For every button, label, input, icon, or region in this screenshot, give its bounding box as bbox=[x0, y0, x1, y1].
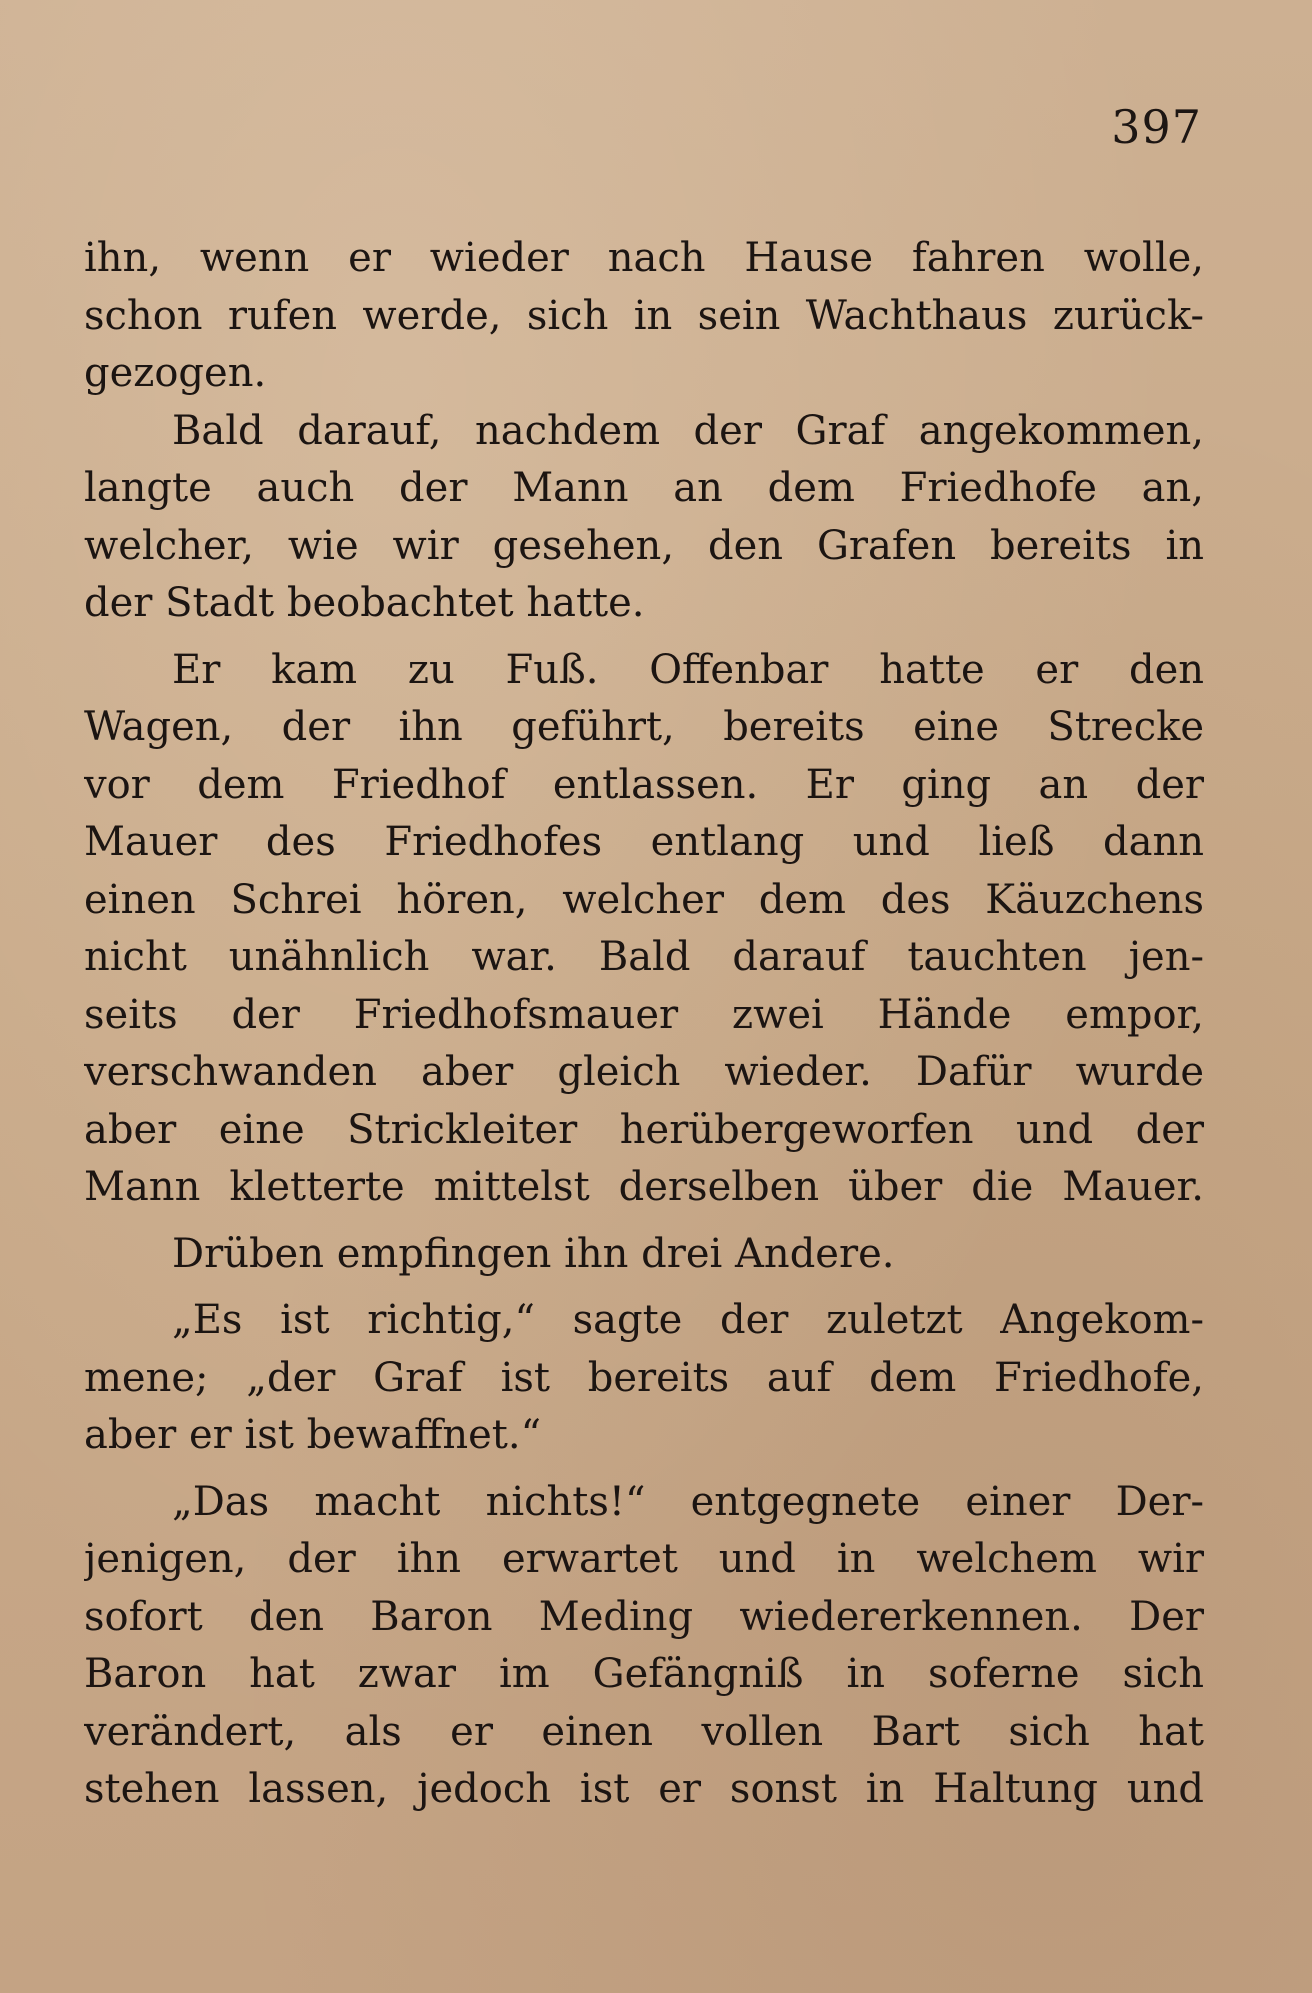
text-line: aber er ist bewaffnet.“ bbox=[84, 1412, 542, 1458]
text-line: gezogen. bbox=[84, 350, 267, 396]
text-line: schon rufen werde, sich in sein Wachthaus zurück- bbox=[84, 292, 1204, 339]
text-line: Wagen, der ihn geführt, bereits eine Strecke bbox=[84, 704, 1204, 750]
text-line: sofort den Baron Meding wiedererkennen. Der bbox=[84, 1593, 1204, 1640]
text-line: „Das macht nichts!“ entgegnete einer Der- bbox=[172, 1478, 1204, 1525]
text-line: „Es ist richtig,“ sagte der zuletzt Angekom- bbox=[172, 1297, 1204, 1343]
text-line: einen Schrei hören, welcher dem des Käuzchens bbox=[84, 876, 1204, 923]
body-text bbox=[84, 230, 1204, 1819]
text-line: Baron hat zwar im Gefängniß in soferne sich bbox=[84, 1651, 1204, 1697]
text-line: Bald darauf, nachdem der Graf angekommen, bbox=[172, 407, 1204, 454]
text-line: jenigen, der ihn erwartet und in welchem wir bbox=[84, 1536, 1204, 1582]
text-line: vor dem Friedhof entlassen. Er ging an der bbox=[84, 761, 1204, 808]
text-line: ihn, wenn er wieder nach Hause fahren wolle, bbox=[84, 235, 1204, 281]
text-line: welcher, wie wir gesehen, den Grafen bereits in bbox=[84, 522, 1204, 569]
text-line: langte auch der Mann an dem Friedhofe an, bbox=[84, 465, 1204, 511]
text-line: aber eine Strickleiter herübergeworfen und der bbox=[84, 1106, 1204, 1153]
text-line: der Stadt beobachtet hatte. bbox=[84, 580, 645, 626]
text-line: Drüben empfingen ihn drei Andere. bbox=[172, 1230, 895, 1277]
text-line: seits der Friedhofsmauer zwei Hände empor, bbox=[84, 991, 1204, 1038]
text-line: nicht unähnlich war. Bald darauf tauchten jen- bbox=[84, 934, 1204, 980]
text-line: Mauer des Friedhofes entlang und ließ dann bbox=[84, 819, 1204, 865]
page-number: 397 bbox=[1111, 100, 1202, 154]
text-line: mene; „der Graf ist bereits auf dem Friedhofe, bbox=[84, 1354, 1204, 1401]
text-line: verändert, als er einen vollen Bart sich hat bbox=[84, 1708, 1204, 1755]
text-line: Er kam zu Fuß. Offenbar hatte er den bbox=[172, 646, 1204, 693]
text-line: Mann kletterte mittelst derselben über die Mauer. bbox=[84, 1164, 1204, 1210]
text-line: stehen lassen, jedoch ist er sonst in Haltung und bbox=[84, 1766, 1204, 1812]
text-line: verschwanden aber gleich wieder. Dafür wurde bbox=[84, 1049, 1204, 1095]
